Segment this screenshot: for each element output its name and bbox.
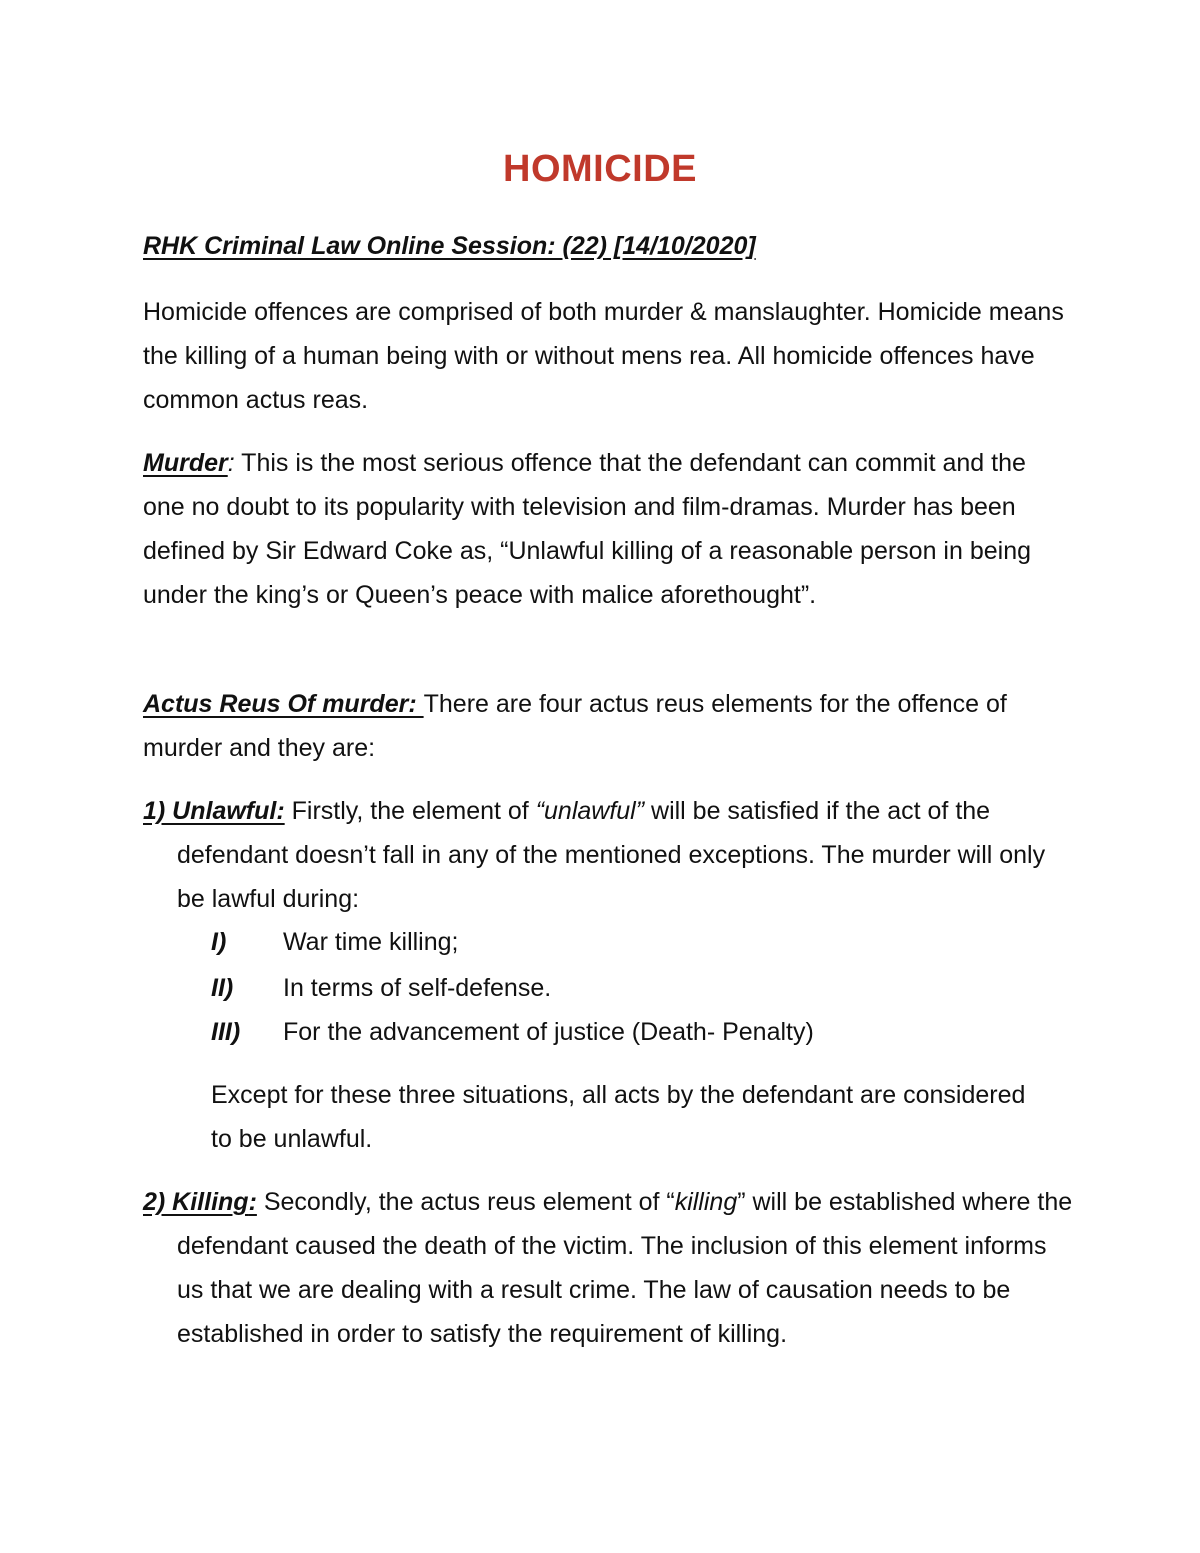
exception-number: III): [211, 1018, 241, 1046]
element-unlawful: [143, 789, 1073, 921]
exception-item: [211, 920, 459, 964]
actus-reus-label: Actus Reus Of murder:: [143, 690, 424, 718]
exception-text: In terms of self-defense.: [283, 974, 552, 1002]
exception-item: [211, 1010, 814, 1054]
murder-label: Murder: [143, 449, 228, 477]
actus-reus-paragraph: [143, 682, 1073, 770]
exception-number: II): [211, 974, 234, 1002]
element-killing-label: 2) Killing: [143, 1188, 249, 1216]
exception-number: I): [211, 928, 227, 956]
exceptions-closing: Except for these three situations, all acts by the defendant are considered to be unlawful.: [211, 1081, 1026, 1153]
exception-item: [211, 966, 551, 1010]
exception-text: For the advancement of justice (Death- Penalty): [283, 1018, 814, 1046]
actus-reus-text: There are four actus reus elements for the offence of murder and they are:: [143, 690, 1007, 762]
element-killing-colon: :: [248, 1188, 257, 1216]
element-unlawful-text-b: will be satisfied if the act of the defendant doesn’t fall in any of the mentioned exceptions. The murder will only be lawful during:: [177, 797, 1046, 913]
document-title: HOMICIDE: [503, 148, 697, 190]
element-unlawful-text-a: Firstly, the element of: [284, 797, 536, 825]
murder-text: This is the most serious offence that the defendant can commit and the one no doubt to its popularity with television and film-dramas. Murder has been defined by Sir Edward Coke as, “Unlawful killing of a reasonable person in being under the king’s or Queen’s peace with malice aforethought”.: [143, 449, 1032, 609]
element-killing-text-a: Secondly, the actus reus element of “: [256, 1188, 675, 1216]
element-unlawful-quote: “unlawful”: [535, 797, 645, 825]
session-heading: RHK Criminal Law Online Session: (22) [14/10/2020]: [143, 232, 756, 260]
element-killing: [143, 1180, 1073, 1356]
element-killing-quote: killing: [674, 1188, 738, 1216]
exception-text: War time killing;: [283, 928, 459, 956]
murder-colon: :: [227, 449, 235, 477]
intro-paragraph: Homicide offences are comprised of both murder & manslaughter. Homicide means the killing of a human being with or without mens rea. All homicide offences have common actus reas.: [143, 298, 1064, 414]
murder-paragraph: [143, 441, 1073, 617]
element-killing-text-b: ” will be established where the defendant caused the death of the victim. The inclusion of this element informs us that we are dealing with a result crime. The law of causation needs to be established in order to satisfy the requirement of killing.: [177, 1188, 1073, 1348]
element-unlawful-label: 1) Unlawful:: [143, 797, 285, 825]
